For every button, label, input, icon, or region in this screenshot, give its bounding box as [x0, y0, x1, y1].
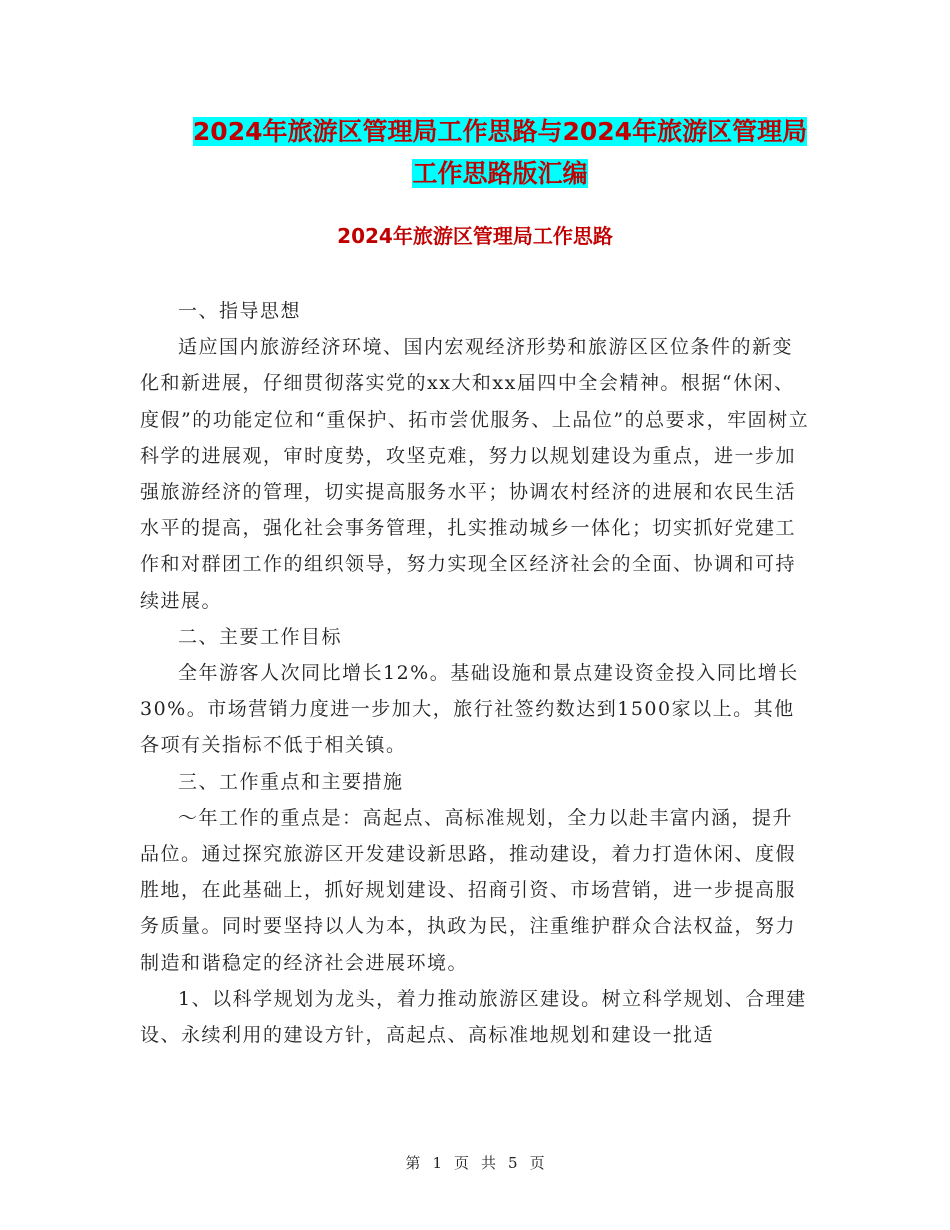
heading-main-goals: 二、主要工作目标 — [178, 625, 343, 648]
page-number: 1 — [432, 1154, 442, 1172]
footer-label: 页 — [529, 1154, 545, 1172]
document-title-line-2: 工作思路版汇编 — [412, 159, 588, 188]
paragraph: 适应国内旅游经济环境、国内宏观经济形势和旅游区区位条件的新变化和新进展，仔细贯彻落实党的xx大和xx届四中全会精神。根据“休闲、度假”的功能定位和“重保护、拓市尝优服务、上品位”的总要求，牢固树立科学的进展观，审时度势，攻坚克难，努力以规划建设为重点，进一步加强旅游经济的管理，切实提高服务水平；协调农村经济的进展和农民生活水平的提高，强化社会事务管理，扎实推动城乡一体化；切实抓好党建工作和对群团工作的组织领导，努力实现全区经济社会的全面、协调和可持续进展。 — [140, 336, 810, 612]
footer-label: 共 — [481, 1154, 497, 1172]
document-title-line-1: 2024年旅游区管理局工作思路与2024年旅游区管理局 — [192, 117, 808, 146]
paragraph: 全年游客人次同比增长12%。基础设施和景点建设资金投入同比增长30%。市场营销力度进一步加大，旅行社签约数达到1500家以上。其他各项有关指标不低于相关镇。 — [140, 662, 799, 757]
document-body — [140, 293, 810, 1053]
section-title: 2024年旅游区管理局工作思路 — [337, 224, 613, 248]
paragraph: ～年工作的重点是：高起点、高标准规划，全力以赴丰富内涵，提升品位。通过探究旅游区开发建设新思路，推动建设，着力打造休闲、度假胜地，在此基础上，抓好规划建设、招商引资、市场营销，进一步提高服务质量。同时要坚持以人为本，执政为民，注重维护群众合法权益，努力制造和谐稳定的经济社会进展环境。 — [140, 806, 797, 974]
footer-label: 页 — [453, 1154, 469, 1172]
paragraph: 1、以科学规划为龙头，着力推动旅游区建设。树立科学规划、合理建设、永续利用的建设方针，高起点、高标准地规划和建设一批适 — [140, 987, 807, 1047]
total-pages: 5 — [508, 1154, 518, 1172]
footer-label: 第 — [405, 1154, 421, 1172]
page-footer — [0, 1152, 950, 1173]
heading-key-work: 三、工作重点和主要措施 — [178, 770, 404, 793]
heading-guiding-ideology: 一、指导思想 — [178, 300, 302, 322]
